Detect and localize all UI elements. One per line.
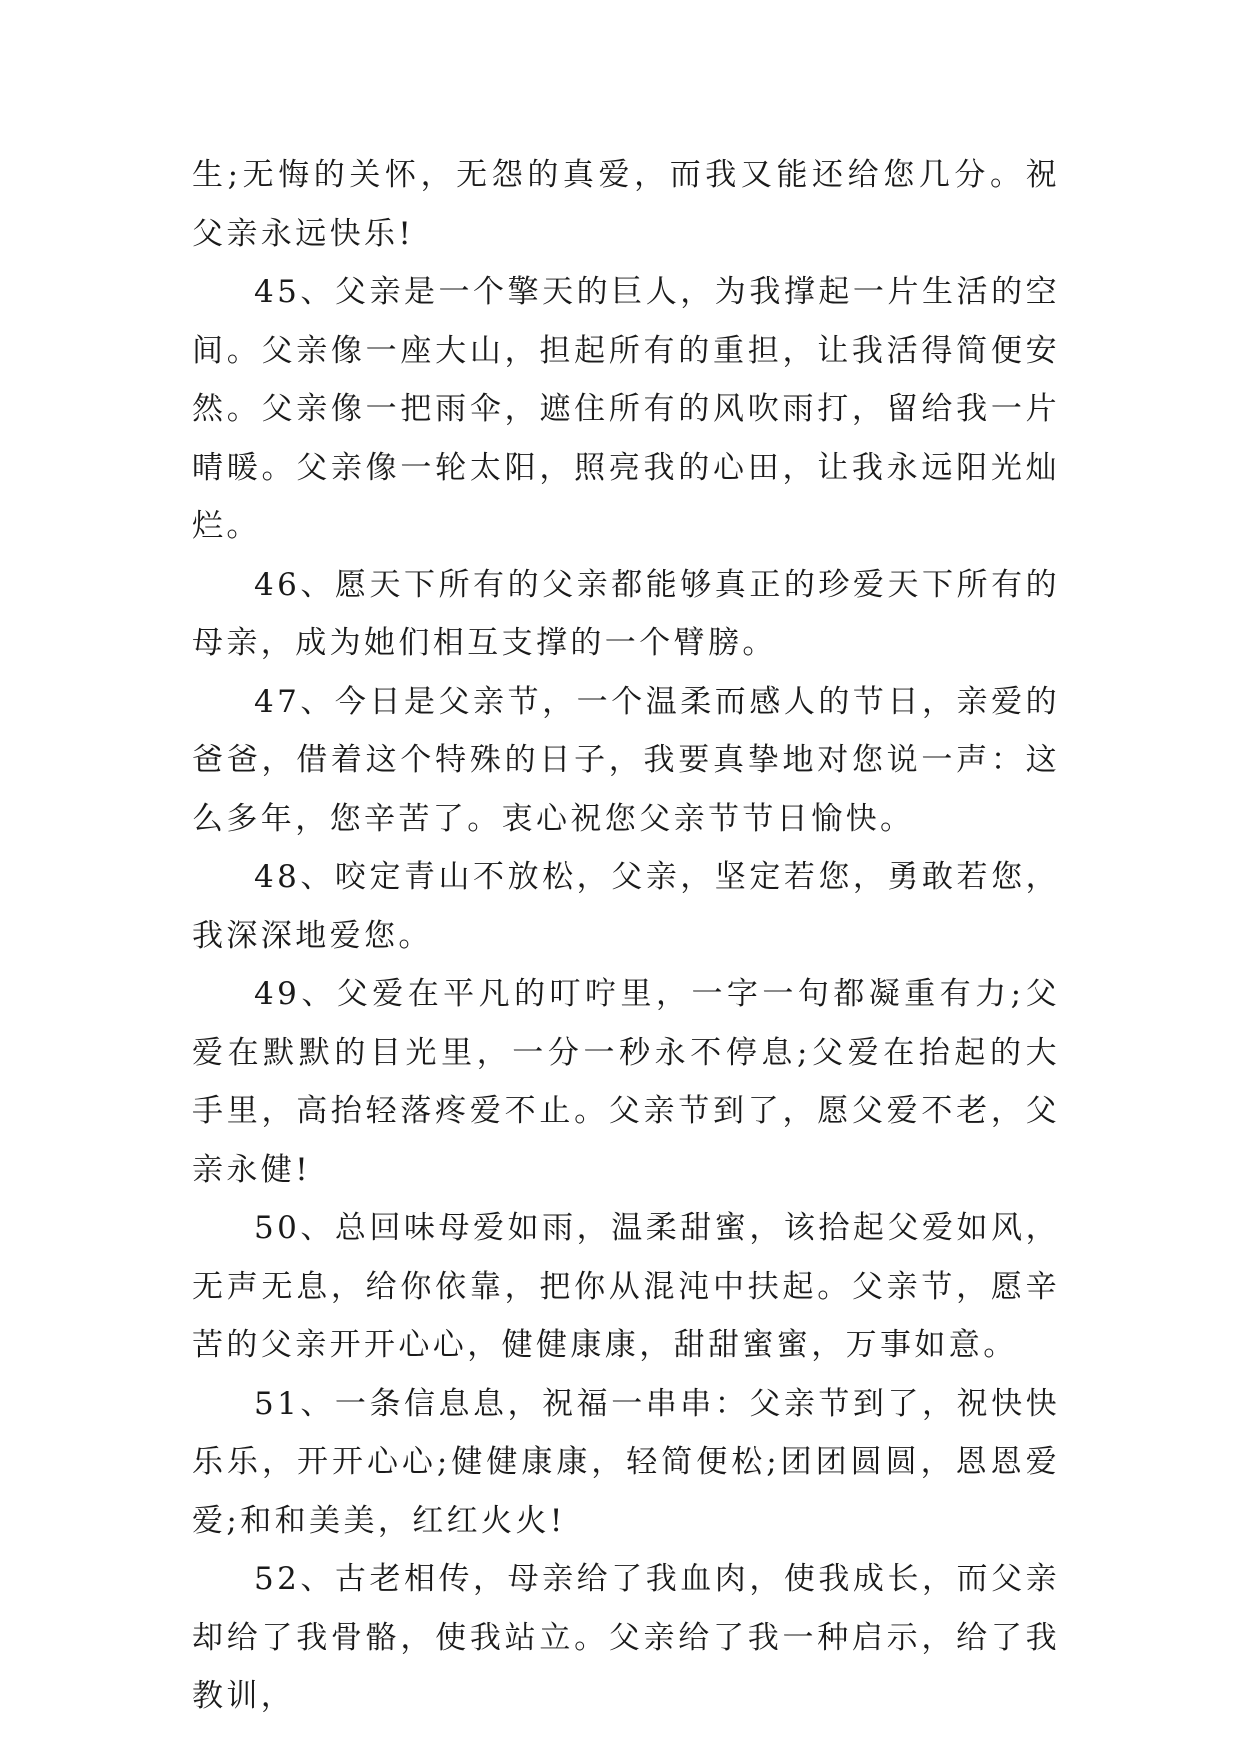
paragraph-47: 47、今日是父亲节，一个温柔而感人的节日，亲爱的爸爸，借着这个特殊的日子，我要真挚地对您说一声：这么多年，您辛苦了。衷心祝您父亲节节日愉快。 (192, 683, 1060, 837)
paragraph-51: 51、一条信息息，祝福一串串：父亲节到了，祝快快乐乐，开开心心;健健康康，轻简便松;团团圆圆，恩恩爱爱;和和美美，红红火火! (192, 1385, 1060, 1539)
paragraph-48: 48、咬定青山不放松，父亲，坚定若您，勇敢若您，我深深地爱您。 (192, 859, 1060, 954)
document-body (192, 146, 1060, 1726)
paragraph-52: 52、古老相传，母亲给了我血肉，使我成长，而父亲却给了我骨骼，使我站立。父亲给了我一种启示，给了我教训， (192, 1561, 1060, 1714)
paragraph-46: 46、愿天下所有的父亲都能够真正的珍爱天下所有的母亲，成为她们相互支撑的一个臂膀。 (192, 566, 1060, 661)
paragraph-50: 50、总回味母爱如雨，温柔甜蜜，该拾起父爱如风，无声无息，给你依靠，把你从混沌中扶起。父亲节，愿辛苦的父亲开开心心，健健康康，甜甜蜜蜜，万事如意。 (192, 1210, 1060, 1363)
paragraph-45: 45、父亲是一个擎天的巨人，为我撑起一片生活的空间。父亲像一座大山，担起所有的重担，让我活得简便安然。父亲像一把雨伞，遮住所有的风吹雨打，留给我一片晴暖。父亲像一轮太阳，照亮我的心田，让我永远阳光灿烂。 (192, 274, 1060, 544)
paragraph-continuation: 生;无悔的关怀，无怨的真爱，而我又能还给您几分。祝父亲永远快乐! (192, 157, 1060, 252)
paragraph-49: 49、父爱在平凡的叮咛里，一字一句都凝重有力;父爱在默默的目光里，一分一秒永不停息;父爱在抬起的大手里，高抬轻落疼爱不止。父亲节到了，愿父爱不老，父亲永健! (192, 976, 1060, 1188)
